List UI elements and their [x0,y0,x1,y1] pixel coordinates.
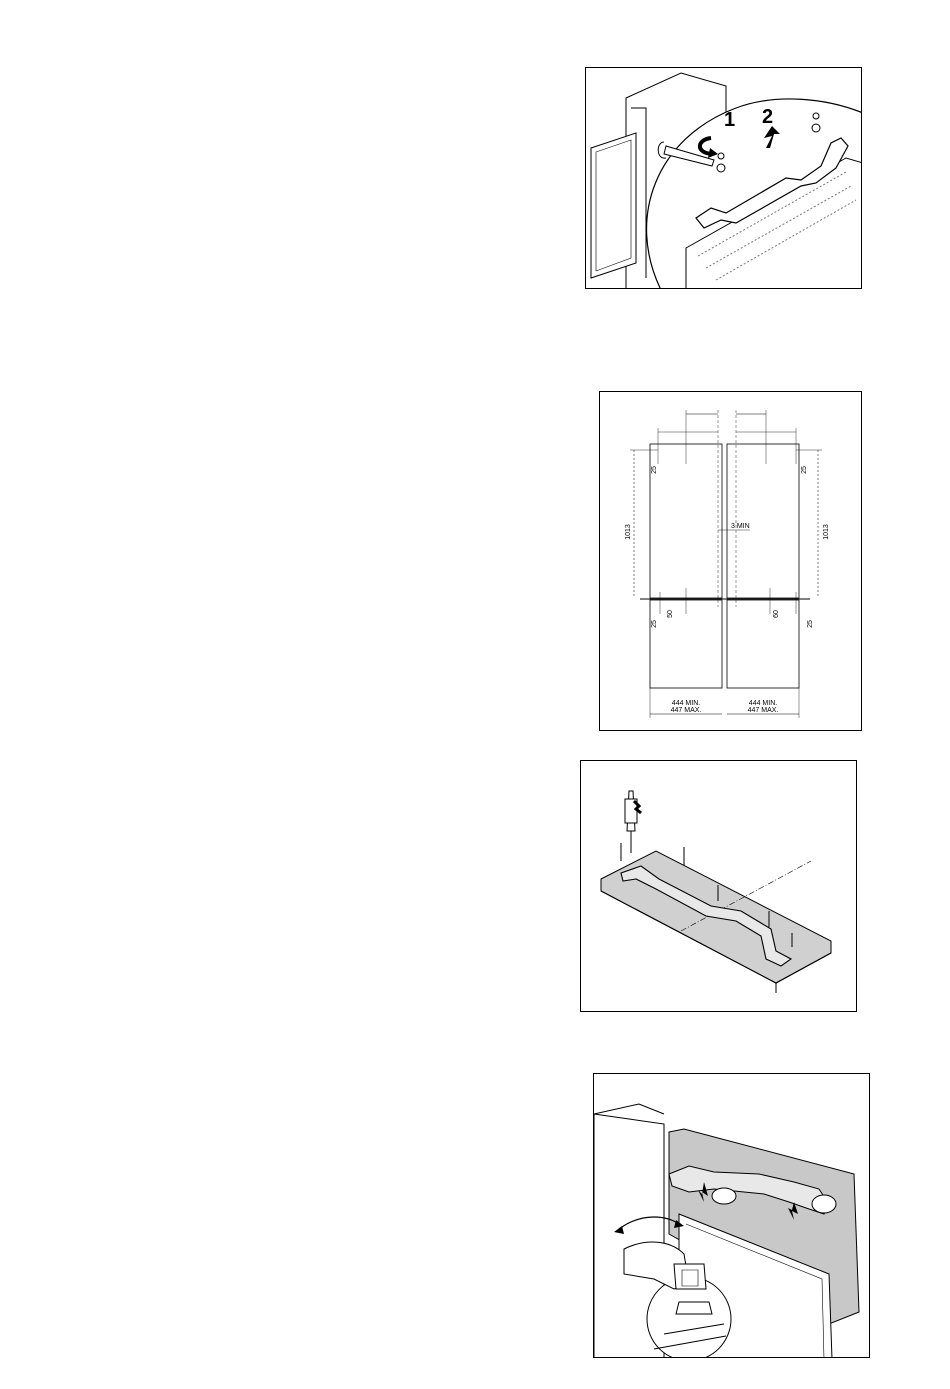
bottom-offset-right-a-label: 60 [773,610,780,618]
dimension-drawing [600,392,862,731]
width-min-right-label: 444 MIN. [748,700,778,707]
width-min-left-label: 444 MIN. [671,700,701,707]
step-1-label: 1 [724,109,736,131]
figure-attach-bracket [580,760,857,1012]
width-max-right-label: 447 MAX. [747,707,779,714]
top-offset-left-label: 25 [651,466,658,474]
top-offset-right-label: 25 [801,466,808,474]
mount-door-illustration [594,1074,870,1358]
figure-dimensions [599,391,862,731]
height-left-label: 1013 [625,524,632,540]
attach-bracket-illustration [581,761,857,1012]
height-right-label: 1013 [823,524,830,540]
remove-bracket-illustration [586,68,862,289]
figure-mount-door [593,1073,870,1358]
bottom-offset-right-b-label: 25 [807,620,814,628]
gap-label: 3 MIN [731,523,750,530]
step-2-label: 2 [762,106,774,128]
bottom-offset-left-b-label: 50 [667,610,674,618]
bottom-offset-left-a-label: 25 [651,620,658,628]
width-max-left-label: 447 MAX. [670,707,702,714]
figure-remove-bracket [585,67,862,289]
